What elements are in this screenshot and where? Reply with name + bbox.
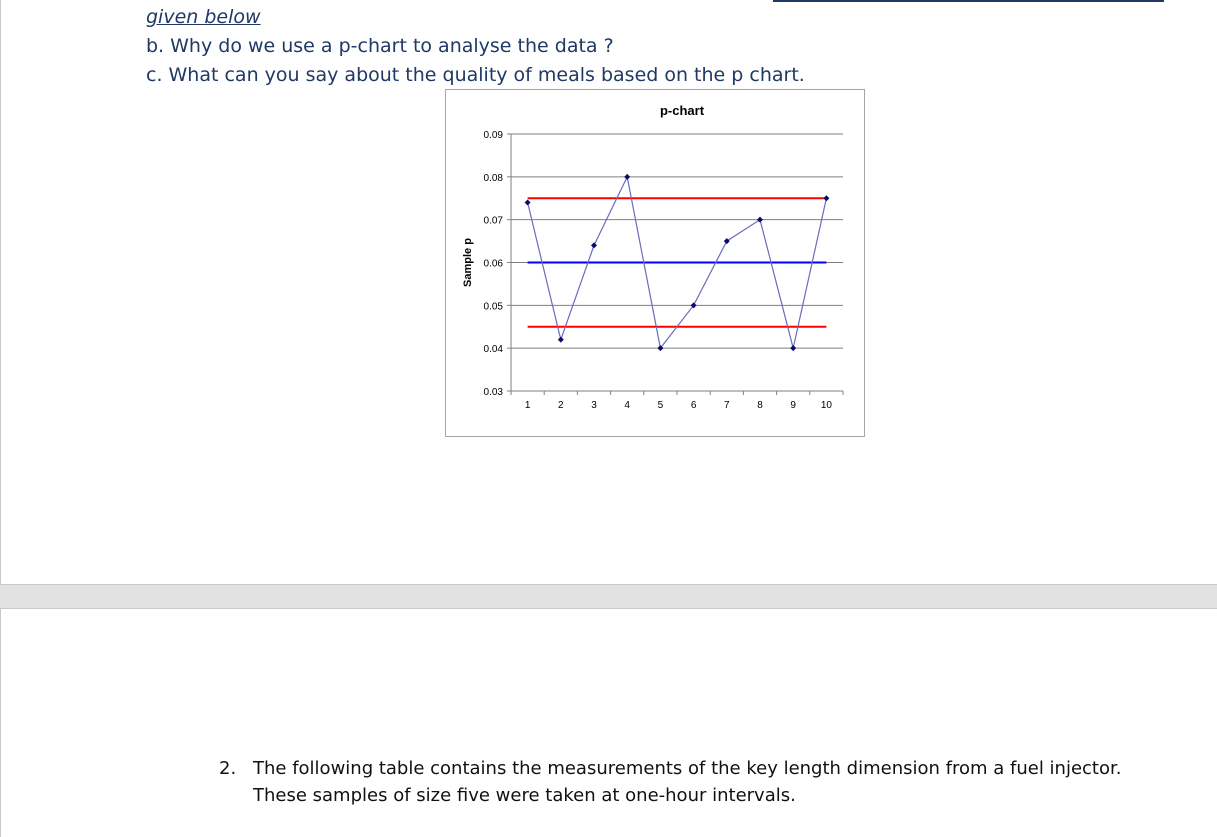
y-tick-label: 0.08	[483, 172, 503, 184]
question-b: b. Why do we use a p-chart to analyse the data ?	[146, 35, 614, 57]
question-2-number: 2.	[219, 758, 237, 779]
data-point-marker	[790, 345, 796, 351]
y-tick-label: 0.03	[483, 387, 503, 398]
y-tick-label: 0.07	[483, 215, 503, 227]
data-point-marker	[757, 217, 763, 223]
data-point-marker	[558, 337, 564, 343]
y-axis-label: Sample p	[462, 238, 474, 287]
x-tick-label: 2	[558, 400, 564, 411]
y-tick-label: 0.06	[483, 258, 503, 270]
table-border-line	[773, 0, 1164, 2]
data-point-marker	[525, 200, 531, 206]
data-point-marker	[724, 238, 730, 244]
question-2-line-2: These samples of size five were taken at one-hour intervals.	[253, 785, 796, 806]
question-2-line-1: The following table contains the measurements of the key length dimension from a fuel injector.	[253, 758, 1122, 779]
x-tick-label: 6	[690, 400, 697, 411]
question-2-text	[253, 755, 1153, 809]
data-point-marker	[624, 174, 630, 180]
data-point-marker	[591, 242, 597, 248]
p-chart-svg	[446, 90, 866, 438]
text-given-below: given below	[146, 6, 261, 28]
question-c: c. What can you say about the quality of meals based on the p chart.	[146, 64, 805, 86]
p-chart-figure	[445, 89, 865, 437]
y-tick-label: 0.09	[483, 130, 503, 141]
x-tick-label: 3	[591, 400, 597, 411]
x-tick-label: 4	[624, 400, 630, 411]
x-tick-label: 9	[790, 400, 796, 411]
x-tick-label: 8	[757, 400, 763, 411]
x-tick-label: 5	[657, 400, 664, 411]
chart-title: p-chart	[659, 103, 705, 118]
data-point-marker	[823, 195, 829, 201]
x-tick-label: 10	[820, 400, 832, 411]
x-tick-label: 1	[524, 400, 531, 411]
page-separator	[0, 585, 1217, 608]
y-tick-label: 0.04	[483, 344, 503, 356]
x-tick-label: 7	[724, 400, 730, 411]
y-tick-label: 0.05	[483, 301, 503, 313]
